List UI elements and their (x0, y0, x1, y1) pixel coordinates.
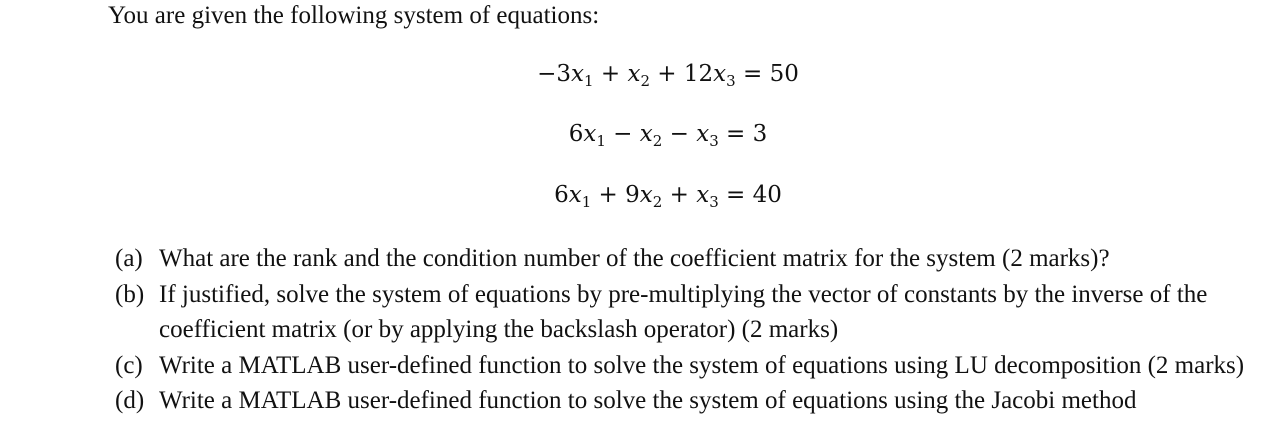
eq2-term1-sub: 1 (596, 132, 606, 150)
eq1-rhs: = 50 (735, 61, 799, 87)
eq1-term3-coef: 12 (683, 61, 714, 87)
eq2-term1-coef: 6 (568, 121, 584, 147)
eq1-term2-var: x (627, 61, 641, 87)
eq3-term2-sub: 2 (652, 193, 663, 211)
question-list (115, 241, 1275, 419)
question-c-text: Write a MATLAB user-defined function to solve the system of equations using LU decomposition (2 marks) (159, 351, 1245, 379)
question-d-text: Write a MATLAB user-defined function to solve the system of equations using the Jacobi method (159, 387, 1137, 414)
eq1-term1-var: x (571, 61, 584, 87)
eq1-op2: + (649, 61, 684, 87)
eq3-term1-var: x (568, 182, 582, 208)
eq1-term1-sub: 1 (584, 72, 594, 90)
question-a (115, 241, 1275, 277)
question-d (115, 383, 1275, 419)
eq2-term3-var: x (696, 121, 710, 147)
eq3-term2-var: x (639, 182, 653, 208)
question-b-text: If justified, solve the system of equations by pre-multiplying the vector of constants by the inverse of the coefficient matrix (or by applying the backslash operator) (2 marks) (159, 280, 1208, 343)
eq1-term2-sub: 2 (640, 72, 650, 90)
question-b (115, 277, 1275, 348)
eq2-term3-sub: 3 (709, 132, 719, 150)
eq2-term1-var: x (583, 121, 597, 147)
eq3-term3-var: x (696, 182, 710, 208)
question-b-label: (b) (115, 280, 145, 308)
question-a-label: (a) (115, 245, 143, 272)
eq1-term3-var: x (713, 61, 727, 87)
eq2-term2-var: x (639, 121, 653, 147)
eq1-term3-sub: 3 (726, 72, 736, 90)
eq2-term2-sub: 2 (652, 132, 663, 150)
eq3-term1-coef: 6 (554, 182, 569, 208)
eq1-op1: + (593, 61, 628, 87)
eq3-term3-sub: 3 (709, 193, 719, 211)
eq2-op1: − (605, 121, 640, 147)
eq3-term2-coef: 9 (625, 182, 640, 208)
eq3-term1-sub: 1 (581, 193, 592, 211)
intro-text: You are given the following system of equations: (108, 2, 600, 29)
question-c (115, 348, 1275, 384)
equation-1 (0, 61, 1284, 90)
eq2-rhs: = 3 (718, 121, 768, 147)
eq2-op2: − (662, 121, 697, 147)
question-d-label: (d) (115, 387, 145, 414)
eq3-op1: + (591, 182, 626, 208)
eq3-rhs: = 40 (718, 182, 782, 208)
question-a-text: What are the rank and the condition number of the coefficient matrix for the system (2 marks)? (159, 245, 1110, 272)
equation-2 (0, 121, 1284, 150)
eq1-term1-coef: −3 (537, 61, 572, 87)
question-c-label: (c) (115, 351, 143, 379)
equation-3 (0, 182, 1284, 211)
eq3-op2: + (662, 182, 697, 208)
